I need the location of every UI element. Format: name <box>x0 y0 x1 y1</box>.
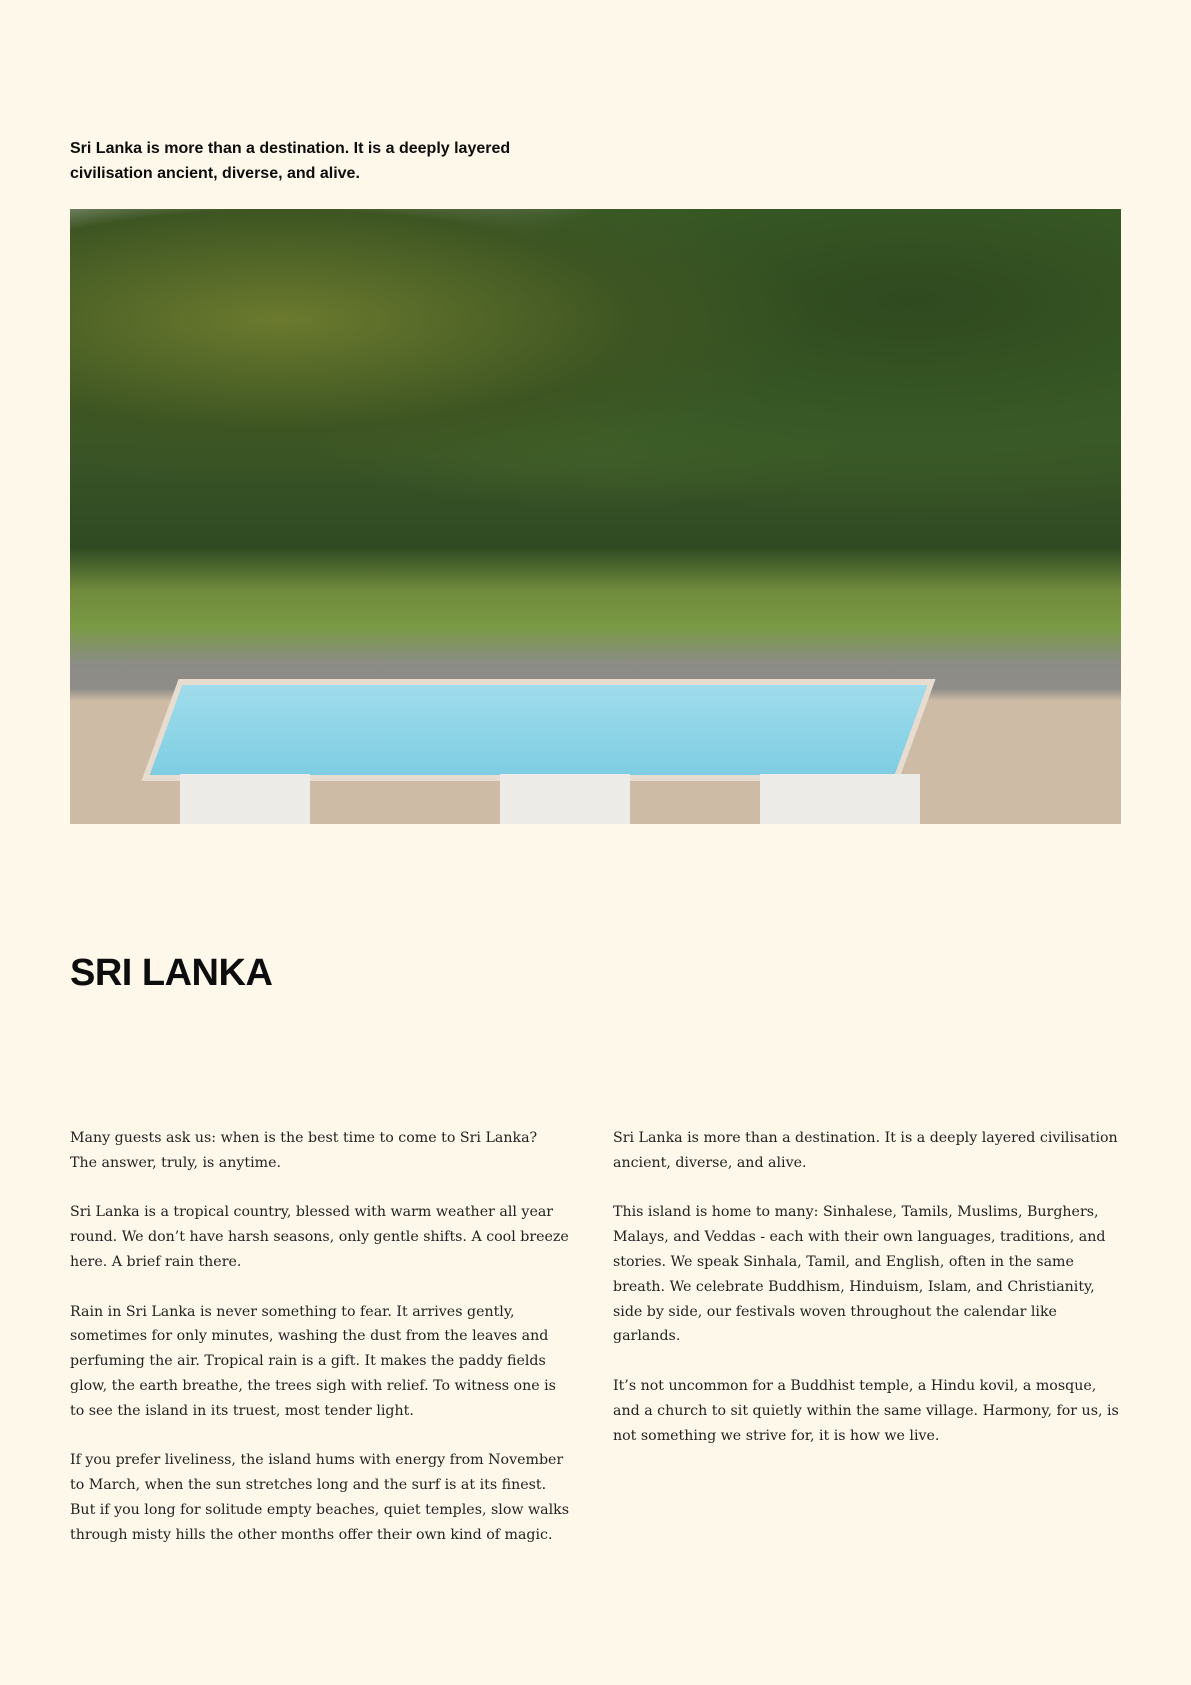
paragraph-line: here. A brief rain there. <box>70 1253 242 1270</box>
paragraph-line: sometimes for only minutes, washing the dust from the leaves and <box>70 1328 549 1345</box>
paragraph <box>70 1448 590 1547</box>
paragraph-line: glow, the earth breathe, the trees sigh with relief. To witness one is <box>70 1377 556 1394</box>
right-column <box>613 1126 1133 1473</box>
paragraph <box>613 1374 1133 1448</box>
paragraph-line: through misty hills the other months offer their own kind of magic. <box>70 1526 553 1543</box>
paragraph-line: stories. We speak Sinhala, Tamil, and English, often in the same <box>613 1253 1074 1270</box>
paragraph-line: If you prefer liveliness, the island hums with energy from November <box>70 1452 564 1469</box>
intro-line: Sri Lanka is more than a destination. It is a deeply layered <box>70 140 511 157</box>
paragraph-line: Sri Lanka is a tropical country, blessed with warm weather all year <box>70 1204 554 1221</box>
paragraph <box>70 1126 590 1176</box>
paragraph-line: Sri Lanka is more than a destination. It is a deeply layered civilisation <box>613 1130 1118 1146</box>
paragraph-line: Rain in Sri Lanka is never something to fear. It arrives gently, <box>70 1303 515 1320</box>
paragraph-line: to see the island in its truest, most tender light. <box>70 1402 414 1419</box>
left-column <box>70 1126 590 1572</box>
paragraph-line: ancient, diverse, and alive. <box>613 1154 807 1171</box>
photo-pool <box>141 679 935 781</box>
intro-line: civilisation ancient, diverse, and alive. <box>70 165 360 182</box>
paragraph-line: garlands. <box>613 1328 681 1345</box>
paragraph <box>613 1126 1133 1176</box>
photo-lounger <box>500 774 630 824</box>
photo-trees <box>70 209 1121 578</box>
paragraph-line: round. We don’t have harsh seasons, only gentle shifts. A cool breeze <box>70 1229 569 1246</box>
hero-photo-pool <box>70 209 1121 824</box>
paragraph-line: But if you long for solitude empty beaches, quiet temples, slow walks <box>70 1501 570 1518</box>
photo-lounger <box>760 774 920 824</box>
paragraph-line: This island is home to many: Sinhalese, Tamils, Muslims, Burghers, <box>613 1204 1099 1221</box>
paragraph-line: Many guests ask us: when is the best time to come to Sri Lanka? <box>70 1130 538 1146</box>
paragraph-line: perfuming the air. Tropical rain is a gift. It makes the paddy fields <box>70 1353 546 1370</box>
photo-lounger <box>180 774 310 824</box>
page-title: SRI LANKA <box>70 952 273 994</box>
paragraph-line: and a church to sit quietly within the same village. Harmony, for us, is <box>613 1402 1119 1419</box>
paragraph-line: side by side, our festivals woven throughout the calendar like <box>613 1303 1057 1320</box>
paragraph-line: The answer, truly, is anytime. <box>70 1154 282 1171</box>
paragraph-line: Malays, and Veddas - each with their own languages, traditions, and <box>613 1229 1106 1246</box>
paragraph <box>613 1200 1133 1349</box>
paragraph-line: It’s not uncommon for a Buddhist temple, a Hindu kovil, a mosque, <box>613 1377 1097 1394</box>
paragraph <box>70 1200 590 1274</box>
paragraph <box>70 1300 590 1424</box>
paragraph-line: breath. We celebrate Buddhism, Hinduism, Islam, and Christianity, <box>613 1278 1095 1295</box>
intro-tagline <box>70 136 590 186</box>
paragraph-line: to March, when the sun stretches long and the surf is at its finest. <box>70 1477 547 1494</box>
paragraph-line: not something we strive for, it is how we live. <box>613 1427 940 1444</box>
